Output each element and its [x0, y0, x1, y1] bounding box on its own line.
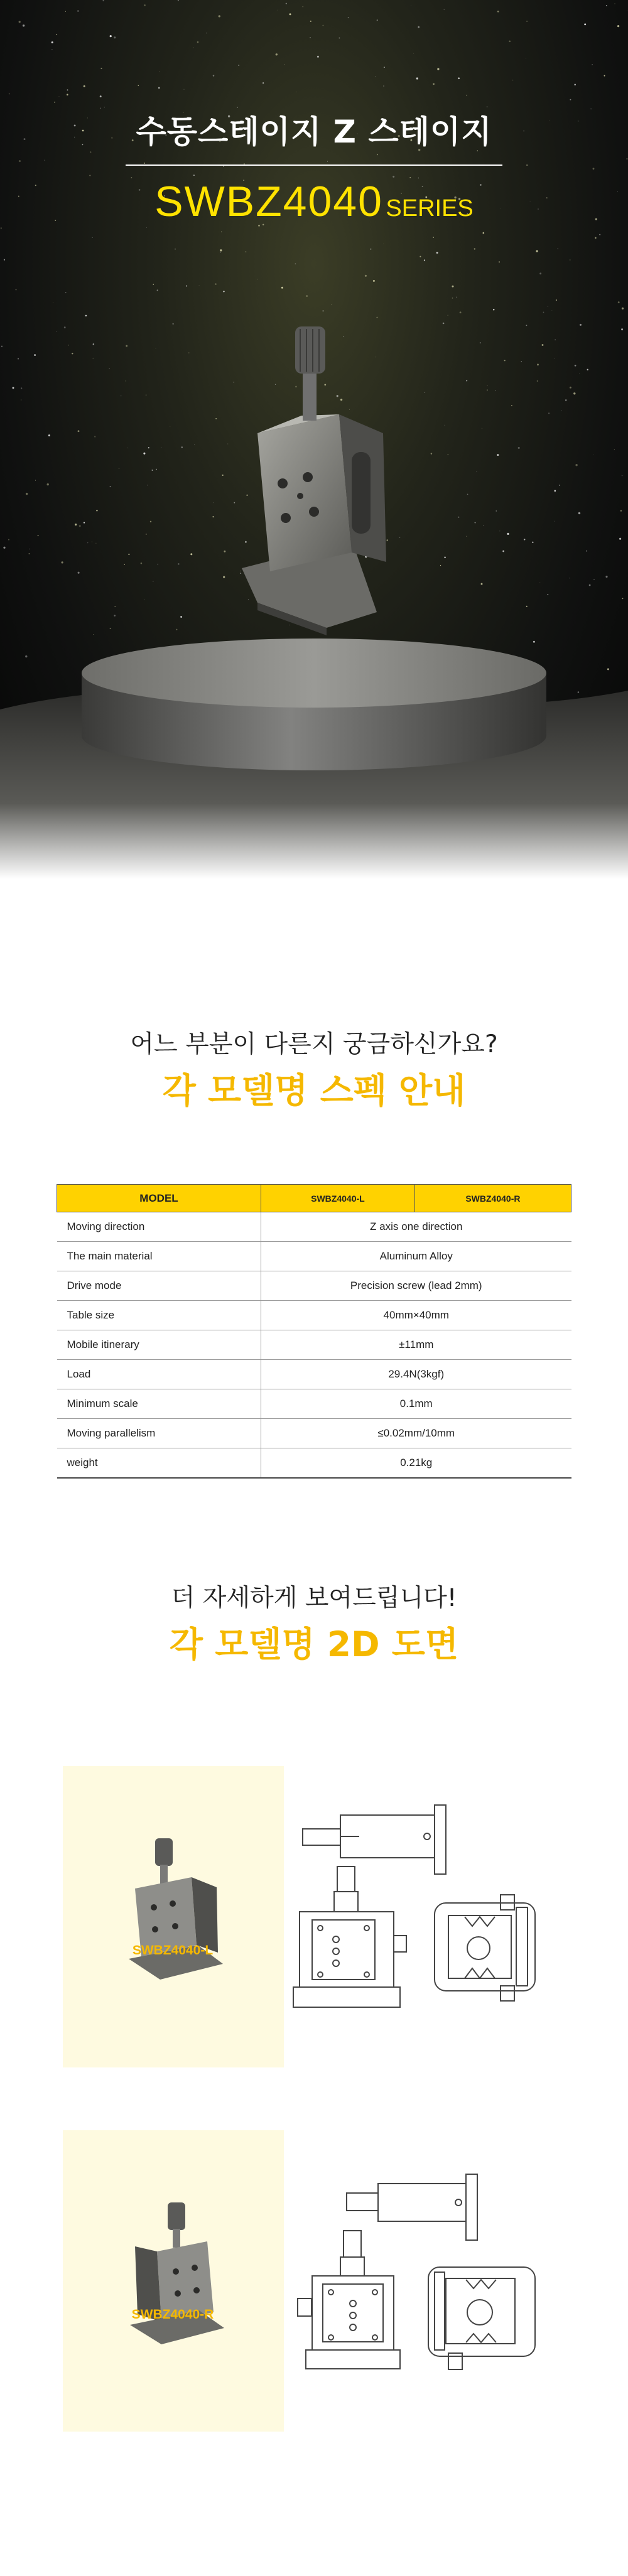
spec-value: 29.4N(3kgf)	[261, 1360, 571, 1389]
drawing-caption-l: SWBZ4040-L	[132, 1943, 214, 1958]
spec-label: Drive mode	[57, 1271, 261, 1301]
header-model-l: SWBZ4040-L	[261, 1185, 415, 1212]
spec-row	[57, 1271, 571, 1301]
spec-label: The main material	[57, 1242, 261, 1271]
spec-label: weight	[57, 1448, 261, 1478]
product-thumbnail-l	[122, 1838, 229, 1983]
spec-value: ±11mm	[261, 1330, 571, 1360]
drawing-caption-r: SWBZ4040-R	[131, 2307, 214, 2322]
spec-value: Aluminum Alloy	[261, 1242, 571, 1271]
spec-row	[57, 1360, 571, 1389]
spec-row	[57, 1242, 571, 1271]
spec-label: Load	[57, 1360, 261, 1389]
hero-title: 수동스테이지 Z 스테이지	[136, 114, 492, 150]
drawing-heading: 각 모델명 2D 도면	[169, 1624, 459, 1664]
spec-value: Precision screw (lead 2mm)	[261, 1271, 571, 1301]
spec-question: 어느 부분이 다른지 궁금하신가요?	[130, 1030, 498, 1059]
spec-row	[57, 1419, 571, 1448]
spec-value: Z axis one direction	[261, 1212, 571, 1242]
spec-row	[57, 1301, 571, 1330]
spec-label: Table size	[57, 1301, 261, 1330]
hero-model-name	[0, 177, 628, 226]
technical-drawing-l	[284, 1766, 565, 2067]
spec-row	[57, 1212, 571, 1242]
spec-row	[57, 1448, 571, 1478]
drawing-panel-r	[63, 2130, 565, 2432]
spec-row	[57, 1389, 571, 1419]
spec-label: Mobile itinerary	[57, 1330, 261, 1360]
hero-banner	[0, 0, 628, 879]
drawing-panel-l	[63, 1766, 565, 2067]
product-thumbnail-r	[122, 2202, 229, 2347]
hero-model-main: SWBZ4040	[154, 178, 383, 225]
product-illustration	[0, 301, 628, 879]
header-model-r: SWBZ4040-R	[414, 1185, 571, 1212]
hero-model-suffix: SERIES	[386, 195, 474, 222]
spec-value: 40mm×40mm	[261, 1301, 571, 1330]
spec-label: Moving parallelism	[57, 1419, 261, 1448]
hero-divider	[126, 164, 502, 166]
spec-table	[57, 1184, 571, 1479]
spec-row	[57, 1330, 571, 1360]
spec-value: ≤0.02mm/10mm	[261, 1419, 571, 1448]
drawing-question: 더 자세하게 보여드립니다!	[171, 1584, 457, 1612]
spec-value: 0.1mm	[261, 1389, 571, 1419]
spec-table-header	[57, 1185, 571, 1212]
header-model: MODEL	[57, 1185, 261, 1212]
spec-label: Moving direction	[57, 1212, 261, 1242]
spec-heading: 각 모델명 스펙 안내	[162, 1070, 466, 1111]
technical-drawing-r	[284, 2130, 565, 2432]
spec-value: 0.21kg	[261, 1448, 571, 1478]
spec-label: Minimum scale	[57, 1389, 261, 1419]
